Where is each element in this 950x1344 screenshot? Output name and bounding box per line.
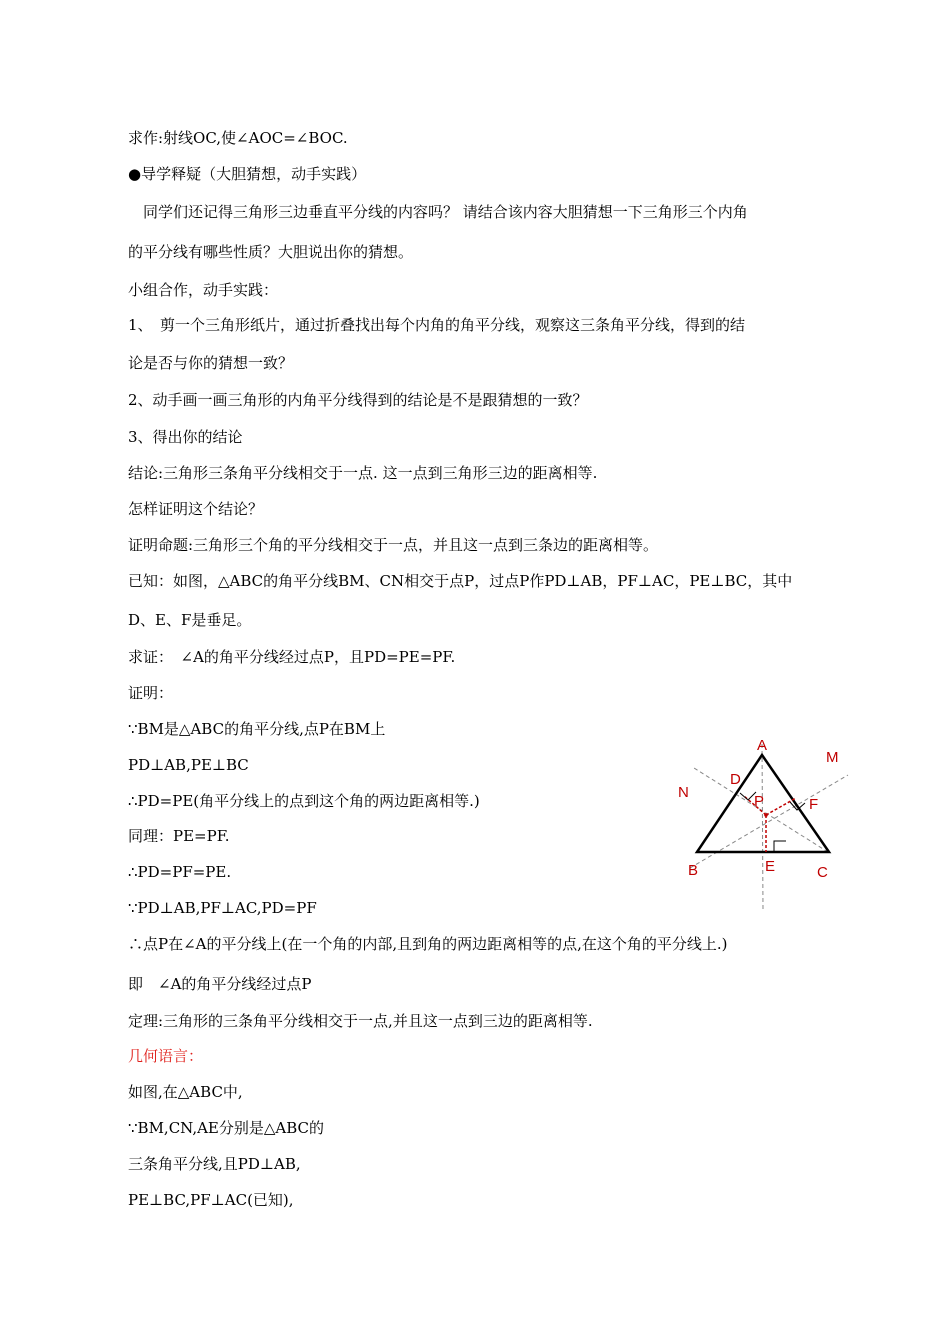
paragraph-line: 2、动手画一画三角形的内角平分线得到的结论是不是跟猜想的一致？ [128, 391, 588, 409]
label-m: M [826, 749, 839, 766]
paragraph-line: 的平分线有哪些性质？大胆说出你的猜想。 [128, 243, 414, 261]
proof-step: ∴PD=PE(角平分线上的点到这个角的两边距离相等.) [128, 792, 480, 810]
geometry-line: 三条角平分线,且PD⊥AB, [128, 1155, 301, 1173]
geometry-line: PE⊥BC,PF⊥AC(已知), [128, 1191, 294, 1209]
geometry-language-heading: 几何语言： [128, 1047, 204, 1065]
point-p [764, 813, 768, 817]
bisector-ae [762, 744, 763, 910]
given-line: 已知：如图，△ABC的角平分线BM、CN相交于点P，过点P作PD⊥AB，PF⊥AC，PE⊥BC，其中 [128, 572, 793, 590]
prove-line: 求证： ∠A的角平分线经过点P，且PD=PE=PF. [128, 648, 456, 666]
proof-step: ∴PD=PF=PE. [128, 863, 232, 881]
conclusion-line: 结论:三角形三条角平分线相交于一点. 这一点到三角形三边的距离相等. [128, 464, 598, 482]
paragraph-line: 怎样证明这个结论？ [128, 500, 264, 518]
section-heading: ●导学释疑（大胆猜想，动手实践） [128, 165, 367, 183]
label-c: C [817, 864, 828, 881]
paragraph-line: 同学们还记得三角形三边垂直平分线的内容吗？ 请结合该内容大胆猜想一下三角形三个内角 [128, 203, 748, 221]
geometry-line: 如图,在△ABC中, [128, 1083, 243, 1101]
label-a: A [757, 737, 768, 754]
task-line: 求作:射线OC,使∠AOC=∠BOC. [128, 129, 348, 147]
proof-step: ∴点P在∠A的平分线上(在一个角的内部,且到角的两边距离相等的点,在这个角的平分线上.) [128, 935, 728, 953]
label-n: N [678, 784, 689, 801]
geometry-line: ∵BM,CN,AE分别是△ABC的 [128, 1119, 325, 1137]
perpendicular-pf [766, 798, 796, 815]
label-d: D [730, 771, 741, 788]
proof-step: ∵BM是△ABC的角平分线,点P在BM上 [128, 720, 386, 738]
paragraph-line: 3、得出你的结论 [128, 428, 243, 446]
proposition-line: 证明命题:三角形三个角的平分线相交于一点，并且这一点到三条边的距离相等。 [128, 536, 659, 554]
proof-step: 即 ∠A的角平分线经过点P [128, 975, 312, 993]
given-line: D、E、F是垂足。 [128, 611, 252, 629]
label-f: F [809, 796, 819, 813]
proof-step: 同理：PE=PF. [128, 827, 230, 845]
proof-heading: 证明： [128, 684, 174, 702]
label-b: B [688, 862, 699, 879]
paragraph-line: 小组合作，动手实践： [128, 281, 279, 299]
bisector-bm [690, 775, 848, 868]
proof-step: PD⊥AB,PE⊥BC [128, 756, 249, 774]
label-p: P [754, 793, 765, 810]
right-angle-mark-e [774, 841, 786, 852]
theorem-line: 定理:三角形的三条角平分线相交于一点,并且这一点到三边的距离相等. [128, 1012, 593, 1030]
proof-step: ∵PD⊥AB,PF⊥AC,PD=PF [128, 899, 317, 917]
triangle-angle-bisector-figure [650, 732, 850, 917]
paragraph-line: 论是否与你的猜想一致？ [128, 354, 294, 372]
paragraph-line: 1、 剪一个三角形纸片，通过折叠找出每个内角的角平分线，观察这三条角平分线，得到的结 [128, 316, 746, 334]
label-e: E [765, 858, 776, 875]
